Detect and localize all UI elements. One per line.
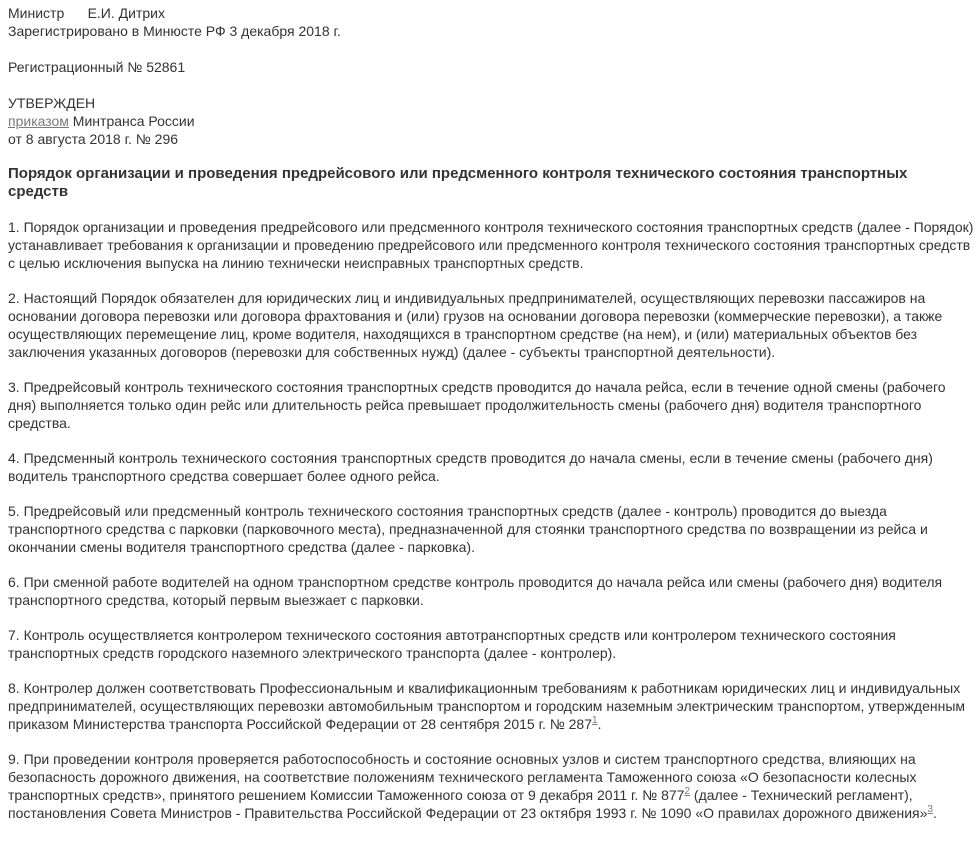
paragraph-6: 6. При сменной работе водителей на одном транспортном средстве контроль проводится до начала рейса или смены (рабочего дня) водителя транспортного средства, который первым выезжает с парковки. (8, 574, 943, 608)
paragraph-8-text: 8. Контролер должен соответствовать Профессиональным и квалификационным требованиям к работникам юридических лиц и индивидуальных предпринимателей, осуществляющих перевозки автомобильным транспортом и городским наземным электрическим транспортом, утвержденным приказом Министерства транспорта Российской Федерации от 28 сентября 2015 г. № 287 (8, 680, 966, 732)
paragraph-9-text-b: (далее - Технический регламент), постановления Совета Министров - Правительства Российской Федерации от 23 октября 1993 г. № 1090 «О правилах дорожного движения» (8, 787, 928, 821)
paragraph-7: 7. Контроль осуществляется контролером технического состояния автотранспортных средств или контролером технического состояния транспортных средств городского наземного электрического транспорта (далее - контролер). (8, 627, 896, 661)
footnote-link-1[interactable]: 1 (592, 715, 598, 727)
paragraph-9 (8, 750, 974, 822)
paragraph-5: 5. Предрейсовый или предсменный контроль технического состояния транспортных средств (далее - контроль) проводится до выезда транспортного средства с парковки (парковочного места), предназначенной для стоянки транспортного средства по возвращении из рейса и окончании смены водителя транспортного средства (далее - парковка). (8, 503, 928, 555)
paragraph-9-end: . (932, 805, 937, 821)
paragraph-8-end: . (597, 716, 602, 732)
order-link[interactable]: приказом (8, 113, 69, 129)
paragraph-4: 4. Предсменный контроль технического состояния транспортных средств проводится до начала смены, если в течение смены (рабочего дня) водитель транспортного средства совершает более одного рейса. (8, 450, 933, 484)
document-title: Порядок организации и проведения предрейсового или предсменного контроля технического состояния транспортных средств (8, 165, 908, 200)
footnote-link-2[interactable]: 2 (684, 786, 691, 798)
registration-number: Регистрационный № 52861 (8, 59, 186, 75)
paragraph-3: 3. Предрейсовый контроль технического состояния транспортных средств проводится до начала рейса, если в течение одной смены (рабочего дня) выполняется только один рейс или длительность рейса превышает продолжительность смены (рабочего дня) водителя транспортного средства. (8, 379, 946, 431)
order-rest: Минтранса России (68, 113, 195, 129)
paragraph-8 (8, 679, 974, 733)
paragraph-1: 1. Порядок организации и проведения предрейсового или предсменного контроля технического состояния транспортных средств (далее - Порядок) устанавливает требования к организации и проведению предрейсового или предсменного контроля технического состояния транспортных средств с целью исключения выпуска на линию технически неисправных транспортных средств. (8, 219, 974, 271)
paragraph-9-text-a: 9. При проведении контроля проверяется работоспособность и состояние основных узлов и систем транспортного средства, влияющих на безопасность дорожного движения, на соответствие положениям технического регламента Таможенного союза «О безопасности колесных транспортных средств», принятого решением Комиссии Таможенного союза от 9 декабря 2011 г. № 877 (8, 751, 917, 803)
registered-line: Зарегистрировано в Минюсте РФ 3 декабря 2018 г. (8, 23, 341, 39)
minister-line: Министр Е.И. Дитрих (8, 5, 165, 21)
approval-order-line (8, 112, 974, 130)
approval-date: от 8 августа 2018 г. № 296 (8, 131, 179, 147)
paragraph-2: 2. Настоящий Порядок обязателен для юридических лиц и индивидуальных предпринимателей, осуществляющих перевозки пассажиров на основании договора перевозки или договора фрахтования и (или) грузов на основании договора перевозки (коммерческие перевозки), а также осуществляющих перемещение лиц, кроме водителя, находящихся в транспортном средстве (на нем), и (или) материальных объектов без заключения указанных договоров (перевозки для собственных нужд) (далее - субъекты транспортной деятельности). (8, 290, 943, 360)
footnote-link-3[interactable]: 3 (927, 804, 933, 816)
approved-label: УТВЕРЖДЕН (8, 95, 96, 111)
